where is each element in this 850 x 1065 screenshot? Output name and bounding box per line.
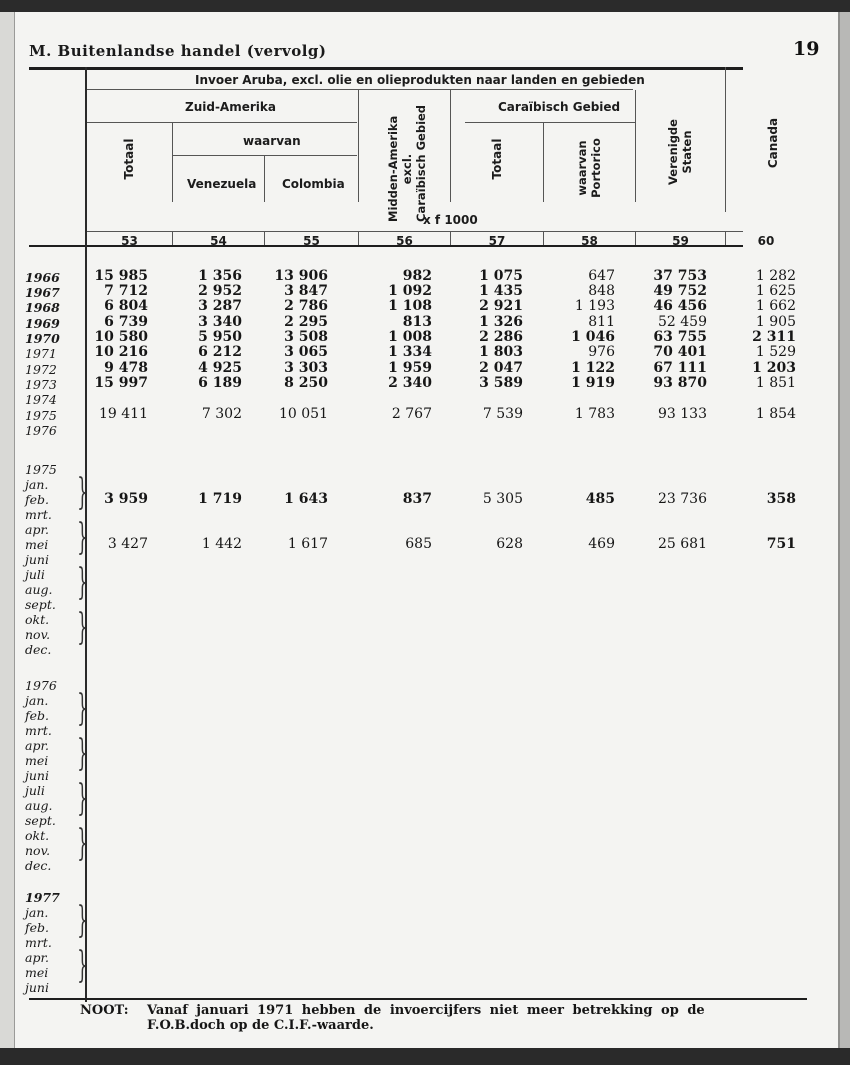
cell: 2 286 <box>479 329 523 345</box>
month-label: aug. <box>25 582 53 597</box>
col-number: 60 <box>757 234 775 248</box>
quarter-brace: } <box>77 733 88 774</box>
col-divider <box>358 90 359 202</box>
cell: 5 950 <box>198 329 242 345</box>
cell: 485 <box>585 491 615 507</box>
col-header-venezuela: Venezuela <box>187 177 257 191</box>
cell: 469 <box>588 536 615 552</box>
block-year: 1975 <box>25 462 57 477</box>
cell: 3 340 <box>198 314 242 330</box>
cell: 1 193 <box>574 298 615 314</box>
book-spine-edge <box>838 12 850 1048</box>
month-label: aug. <box>25 798 53 813</box>
cell: 6 212 <box>198 344 242 360</box>
col-number: 54 <box>210 234 227 248</box>
month-label: jan. <box>25 477 49 492</box>
cell: 3 065 <box>284 344 328 360</box>
cell: 6 739 <box>104 314 148 330</box>
month-label: juni <box>25 768 49 783</box>
cell: 1 851 <box>755 375 796 391</box>
col-header-verenigde-staten <box>666 112 694 192</box>
col-header-colombia: Colombia <box>282 177 345 191</box>
block-year: 1977 <box>25 890 60 905</box>
cell: 1 529 <box>755 344 796 360</box>
cell: 2 921 <box>479 298 523 314</box>
month-label: juli <box>25 567 45 582</box>
month-label: mei <box>25 753 49 768</box>
cell: 848 <box>588 283 615 299</box>
row-label: 1971 <box>25 346 57 361</box>
row-label: 1968 <box>25 300 60 315</box>
cell: 37 753 <box>653 268 707 284</box>
cell: 982 <box>402 268 432 284</box>
month-label: nov. <box>25 843 51 858</box>
month-label: feb. <box>25 492 49 507</box>
col-header-za-totaal: Totaal <box>122 138 136 180</box>
cell: 67 111 <box>653 360 707 376</box>
cell: 15 997 <box>94 375 148 391</box>
cell: 1 435 <box>479 283 523 299</box>
cell: 1 046 <box>571 329 615 345</box>
cell: 1 662 <box>755 298 796 314</box>
cell: 13 906 <box>274 268 328 284</box>
cell: 70 401 <box>653 344 707 360</box>
cell: 811 <box>588 314 615 330</box>
cell: 685 <box>405 536 432 552</box>
quarter-brace: } <box>77 688 88 729</box>
scan-bottom-edge <box>0 1048 850 1065</box>
cell: 10 216 <box>94 344 148 360</box>
col-header-canada: Canada <box>766 117 780 169</box>
cell: 7 712 <box>104 283 148 299</box>
cell: 25 681 <box>658 536 707 552</box>
quarter-brace: } <box>77 607 88 648</box>
month-label: nov. <box>25 627 51 642</box>
cell: 2 786 <box>284 298 328 314</box>
cell: 2 047 <box>479 360 523 376</box>
cell: 1 356 <box>198 268 242 284</box>
cell: 1 203 <box>752 360 796 376</box>
col-divider <box>635 90 636 202</box>
table-top-rule <box>29 67 743 70</box>
note-line-2: F.O.B.doch op de C.I.F.-waarde. <box>147 1018 374 1033</box>
cell: 3 427 <box>107 536 148 552</box>
month-label: mei <box>25 537 49 552</box>
col-number: 56 <box>396 234 413 248</box>
month-label: apr. <box>25 738 50 753</box>
previous-page-edge <box>0 12 15 1048</box>
header-line: excl. <box>400 153 414 185</box>
col-number: 57 <box>488 234 506 248</box>
col-number: 58 <box>581 234 598 248</box>
col-header-midden-amerika <box>386 104 428 222</box>
month-label: mrt. <box>25 507 52 522</box>
cell: 7 302 <box>201 406 242 422</box>
document-page <box>15 12 838 1048</box>
cell: 1 008 <box>388 329 432 345</box>
row-label: 1969 <box>25 316 60 331</box>
cell: 1 334 <box>388 344 432 360</box>
header-line: Midden-Amerika <box>386 115 400 222</box>
unit-label: x f 1000 <box>423 213 478 227</box>
main-header: Invoer Aruba, excl. olie en olieprodukten naar landen en gebieden <box>195 73 645 87</box>
cell: 2 340 <box>388 375 432 391</box>
header-line: Staten <box>680 130 694 174</box>
month-label: apr. <box>25 522 50 537</box>
col-number: 53 <box>121 234 138 248</box>
cell: 1 643 <box>284 491 328 507</box>
cell: 46 456 <box>653 298 707 314</box>
cell: 6 189 <box>198 375 242 391</box>
cell: 1 326 <box>479 314 523 330</box>
month-label: mrt. <box>25 935 52 950</box>
unit-rule <box>87 231 743 232</box>
cell: 49 752 <box>653 283 707 299</box>
col-divider <box>543 122 544 202</box>
table-bottom-rule <box>29 998 807 1000</box>
cell: 1 959 <box>388 360 432 376</box>
month-label: apr. <box>25 950 50 965</box>
cell: 9 478 <box>104 360 148 376</box>
cell: 93 133 <box>658 406 707 422</box>
cell: 1 122 <box>571 360 615 376</box>
header-line: waarvan <box>575 140 589 196</box>
quarter-brace: } <box>77 778 88 819</box>
cell: 1 442 <box>201 536 242 552</box>
cell: 63 755 <box>653 329 707 345</box>
month-label: mei <box>25 965 49 980</box>
cell: 93 870 <box>653 375 707 391</box>
cell: 6 804 <box>104 298 148 314</box>
cell: 3 959 <box>104 491 148 507</box>
cell: 2 311 <box>752 329 796 345</box>
cell: 10 580 <box>94 329 148 345</box>
cell: 358 <box>766 491 796 507</box>
cell: 23 736 <box>658 491 707 507</box>
col-number: 55 <box>303 234 320 248</box>
row-label: 1972 <box>25 362 57 377</box>
cell: 751 <box>766 536 796 552</box>
cell: 52 459 <box>658 314 707 330</box>
note-line-1: Vanaf januari 1971 hebben de invoercijfers niet meer betrekking op de <box>147 1003 705 1018</box>
month-label: juni <box>25 980 49 995</box>
month-label: sept. <box>25 597 56 612</box>
block-year: 1976 <box>25 678 57 693</box>
header-line: Verenigde <box>666 119 680 185</box>
cell: 2 767 <box>391 406 432 422</box>
quarter-brace: } <box>77 517 88 558</box>
row-label: 1974 <box>25 392 57 407</box>
row-label: 1966 <box>25 270 60 285</box>
cell: 976 <box>588 344 615 360</box>
cell: 1 905 <box>755 314 796 330</box>
cell: 1 719 <box>198 491 242 507</box>
cell: 1 919 <box>571 375 615 391</box>
cell: 1 108 <box>388 298 432 314</box>
quarter-brace: } <box>77 945 88 986</box>
row-label: 1975 <box>25 408 57 423</box>
row-label: 1976 <box>25 423 57 438</box>
quarter-brace: } <box>77 472 88 513</box>
month-label: feb. <box>25 920 49 935</box>
month-label: juni <box>25 552 49 567</box>
month-label: feb. <box>25 708 49 723</box>
month-label: jan. <box>25 693 49 708</box>
cell: 1 092 <box>388 283 432 299</box>
header-line: Portorico <box>589 138 603 198</box>
col-number: 59 <box>672 234 689 248</box>
cell: 15 985 <box>94 268 148 284</box>
quarter-brace: } <box>77 562 88 603</box>
col-divider <box>725 67 726 212</box>
cell: 1 617 <box>287 536 328 552</box>
cell: 10 051 <box>279 406 328 422</box>
cell: 1 783 <box>574 406 615 422</box>
cell: 647 <box>588 268 615 284</box>
cell: 3 847 <box>284 283 328 299</box>
cell: 813 <box>402 314 432 330</box>
row-label: 1970 <box>25 331 60 346</box>
month-label: juli <box>25 783 45 798</box>
month-label: okt. <box>25 828 50 843</box>
cell: 5 305 <box>482 491 523 507</box>
cell: 1 625 <box>755 283 796 299</box>
cell: 3 589 <box>479 375 523 391</box>
cell: 837 <box>402 491 432 507</box>
cell: 2 295 <box>284 314 328 330</box>
cell: 7 539 <box>482 406 523 422</box>
page-number: 19 <box>793 38 820 60</box>
col-divider <box>264 155 265 202</box>
cell: 3 508 <box>284 329 328 345</box>
quarter-brace: } <box>77 900 88 941</box>
cell: 4 925 <box>198 360 242 376</box>
col-header-cg-totaal: Totaal <box>490 138 504 180</box>
month-label: okt. <box>25 612 50 627</box>
month-label: mrt. <box>25 723 52 738</box>
group-zuid-amerika: Zuid-Amerika <box>185 100 276 114</box>
cell: 19 411 <box>99 406 148 422</box>
month-label: jan. <box>25 905 49 920</box>
cell: 3 303 <box>284 360 328 376</box>
row-label: 1973 <box>25 377 57 392</box>
note-label: NOOT: <box>80 1003 129 1018</box>
cell: 628 <box>496 536 523 552</box>
quarter-brace: } <box>77 823 88 864</box>
cell: 3 287 <box>198 298 242 314</box>
scan-top-edge <box>0 0 850 12</box>
col-divider <box>450 90 451 202</box>
month-label: dec. <box>25 858 52 873</box>
col-header-portorico <box>575 128 603 208</box>
header-line: Caraïbisch Gebied <box>414 104 428 222</box>
month-label: dec. <box>25 642 52 657</box>
cell: 2 952 <box>198 283 242 299</box>
month-label: sept. <box>25 813 56 828</box>
cell: 1 282 <box>755 268 796 284</box>
section-title: M. Buitenlandse handel (vervolg) <box>29 42 327 60</box>
cell: 1 075 <box>479 268 523 284</box>
col-divider <box>172 122 173 202</box>
cell: 8 250 <box>284 375 328 391</box>
cell: 1 854 <box>755 406 796 422</box>
row-label: 1967 <box>25 285 60 300</box>
group-waarvan: waarvan <box>243 134 301 148</box>
group-caraibisch-gebied: Caraïbisch Gebied <box>498 100 621 114</box>
main-header-rule <box>87 89 633 90</box>
cell: 1 803 <box>479 344 523 360</box>
